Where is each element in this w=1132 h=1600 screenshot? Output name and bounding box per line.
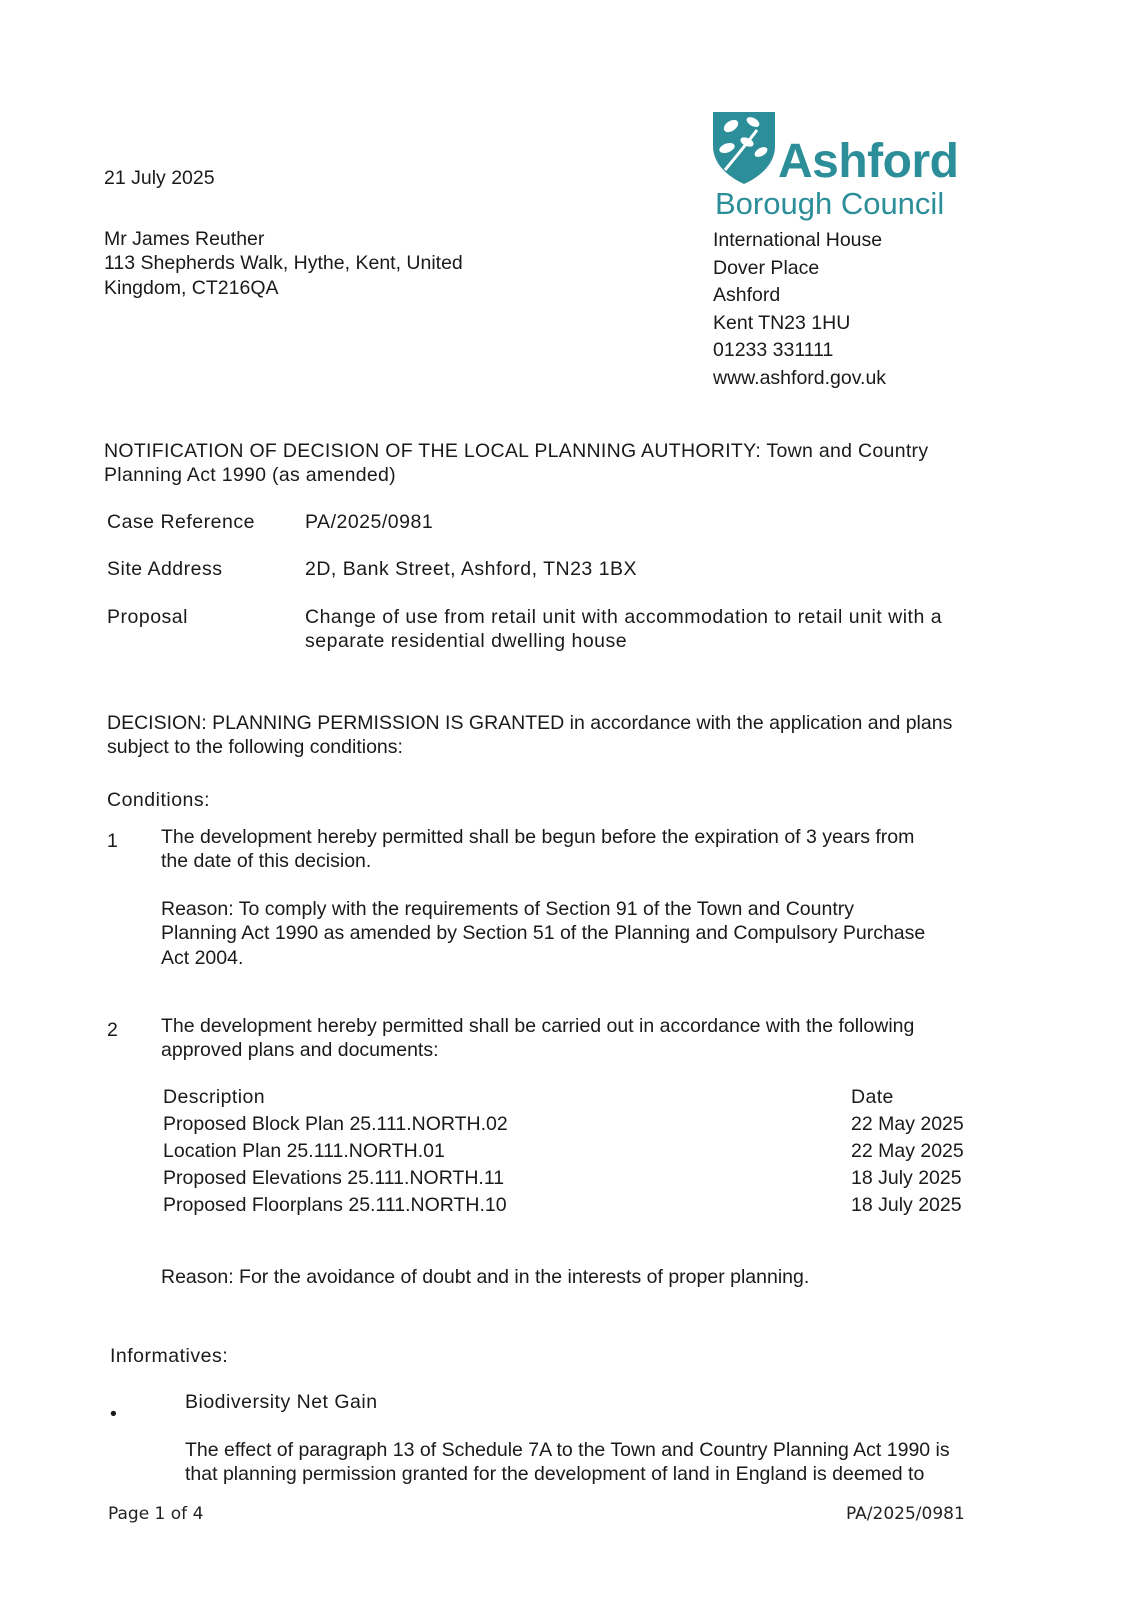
informative-text [185,1438,1035,1487]
case-reference-value: PA/2025/0981 [305,511,434,533]
proposal-line: separate residential dwelling house [305,630,628,653]
reason-line: Planning Act 1990 as amended by Section 51 of the Planning and Compulsory Purchase [161,922,926,945]
informative-line: that planning permission granted for the development of land in England is deemed to [185,1463,925,1486]
condition-line: approved plans and documents: [161,1039,439,1062]
decision-line: subject to the following conditions: [107,736,403,759]
informative-title: Biodiversity Net Gain [185,1391,378,1413]
condition-line: the date of this decision. [161,850,372,873]
logo-wordmark: Ashford [778,135,959,188]
council-phone: 01233 331111 [713,339,834,361]
bullet-marker: • [110,1403,117,1425]
proposal-line: Change of use from retail unit with accommodation to retail unit with a [305,606,943,628]
reason-line: Act 2004. [161,946,244,969]
reason-line: Reason: To comply with the requirements of Section 91 of the Town and Country [161,898,855,920]
table-cell-description: Proposed Elevations 25.111.NORTH.11 [163,1167,505,1189]
recipient-address-line: 113 Shepherds Walk, Hythe, Kent, United [104,252,463,275]
shield-leaf-icon [713,112,775,184]
table-header-date: Date [851,1086,894,1108]
decision-line: DECISION: PLANNING PERMISSION IS GRANTED in accordance with the application and plans [107,712,953,734]
table-cell-date: 22 May 2025 [851,1140,964,1162]
council-address-line: International House [713,229,883,251]
recipient-address-line: Kingdom, CT216QA [104,276,279,299]
footer-reference: PA/2025/0981 [846,1504,965,1524]
conditions-title: Conditions: [107,789,211,811]
site-address-label: Site Address [107,558,223,580]
table-cell-description: Proposed Block Plan 25.111.NORTH.02 [163,1113,508,1135]
decision-statement [107,711,1037,760]
council-logo [713,112,963,222]
condition-number: 2 [107,1019,118,1041]
council-address-line: Dover Place [713,256,820,279]
case-reference-label: Case Reference [107,511,255,533]
heading-line: NOTIFICATION OF DECISION OF THE LOCAL PLANNING AUTHORITY: Town and Country [104,440,929,462]
table-cell-date: 18 July 2025 [851,1167,962,1189]
table-header-description: Description [163,1086,265,1108]
table-cell-description: Location Plan 25.111.NORTH.01 [163,1140,445,1162]
table-cell-date: 22 May 2025 [851,1113,964,1135]
condition-line: The development hereby permitted shall be carried out in accordance with the following [161,1015,915,1037]
council-address [713,227,886,392]
council-website: www.ashford.gov.uk [713,366,887,389]
recipient-name: Mr James Reuther [104,228,265,250]
site-address-value: 2D, Bank Street, Ashford, TN23 1BX [305,558,638,580]
condition-text [161,825,1021,874]
condition-number: 1 [107,830,118,852]
informative-line: The effect of paragraph 13 of Schedule 7A to the Town and Country Planning Act 1990 is [185,1439,950,1461]
council-address-line: Ashford [713,284,781,306]
proposal-value [305,605,1025,654]
recipient-address [104,227,524,300]
condition-line: The development hereby permitted shall be begun before the expiration of 3 years from [161,826,915,848]
letter-date: 21 July 2025 [104,167,215,189]
logo-subtitle: Borough Council [715,186,945,221]
page-number: Page 1 of 4 [108,1504,204,1524]
condition-reason: Reason: For the avoidance of doubt and in the interests of proper planning. [161,1266,810,1288]
proposal-label: Proposal [107,606,188,628]
council-address-line: Kent TN23 1HU [713,311,851,334]
condition-text [161,1014,1021,1063]
heading-line: Planning Act 1990 (as amended) [104,464,396,487]
informatives-title: Informatives: [110,1345,229,1367]
notification-heading [104,439,1004,488]
table-cell-date: 18 July 2025 [851,1194,962,1216]
table-cell-description: Proposed Floorplans 25.111.NORTH.10 [163,1194,507,1216]
condition-reason [161,897,1021,970]
